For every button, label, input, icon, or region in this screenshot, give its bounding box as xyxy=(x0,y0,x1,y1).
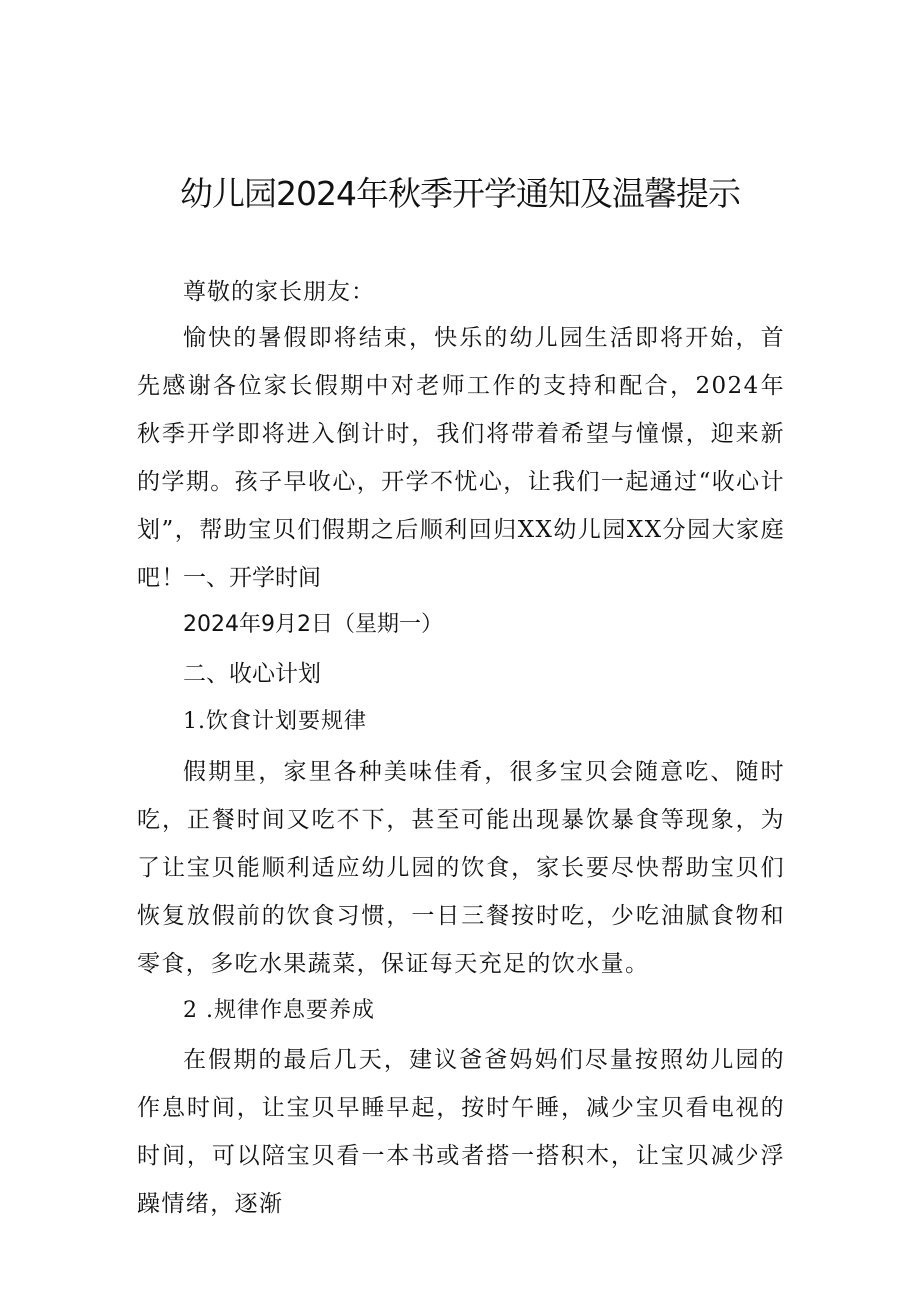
section-heading-plan: 二、收心计划 xyxy=(183,661,321,687)
salutation: 尊敬的家长朋友： xyxy=(183,279,375,305)
routine-paragraph: 在假期的最后几天，建议爸爸妈妈们尽量按照幼儿园的作息时间，让宝贝早睡早起，按时午睡，减少宝贝看电视的时间，可以陪宝贝看一本书或者搭一搭积木，让宝贝减少浮躁情绪，逐渐 xyxy=(137,1047,785,1217)
item-heading-diet: 1.饮食计划要规律 xyxy=(183,709,367,734)
start-date: 2024年9月2日（星期一） xyxy=(183,612,443,637)
item-heading-routine: 2 .规律作息要养成 xyxy=(183,998,375,1023)
document-title: 幼儿园2024年秋季开学通知及温馨提示 xyxy=(180,174,740,213)
intro-paragraph: 愉快的暑假即将结束，快乐的幼儿园生活即将开始，首先感谢各位家长假期中对老师工作的支持和配合，2024年秋季开学即将进入倒计时，我们将带着希望与憧憬，迎来新的学期。孩子早收心，开学不忧心，让我们一起通过“收心计划”，帮助宝贝们假期之后顺利回归XX幼儿园XX分园大家庭吧！ xyxy=(137,325,785,591)
diet-paragraph: 假期里，家里各种美味佳肴，很多宝贝会随意吃、随时吃，正餐时间又吃不下，甚至可能出现暴饮暴食等现象，为了让宝贝能顺利适应幼儿园的饮食，家长要尽快帮助宝贝们恢复放假前的饮食习惯，一日三餐按时吃，少吃油腻食物和零食，多吃水果蔬菜，保证每天充足的饮水量。 xyxy=(137,759,785,977)
section-heading-start-time: 一、开学时间 xyxy=(183,565,321,591)
